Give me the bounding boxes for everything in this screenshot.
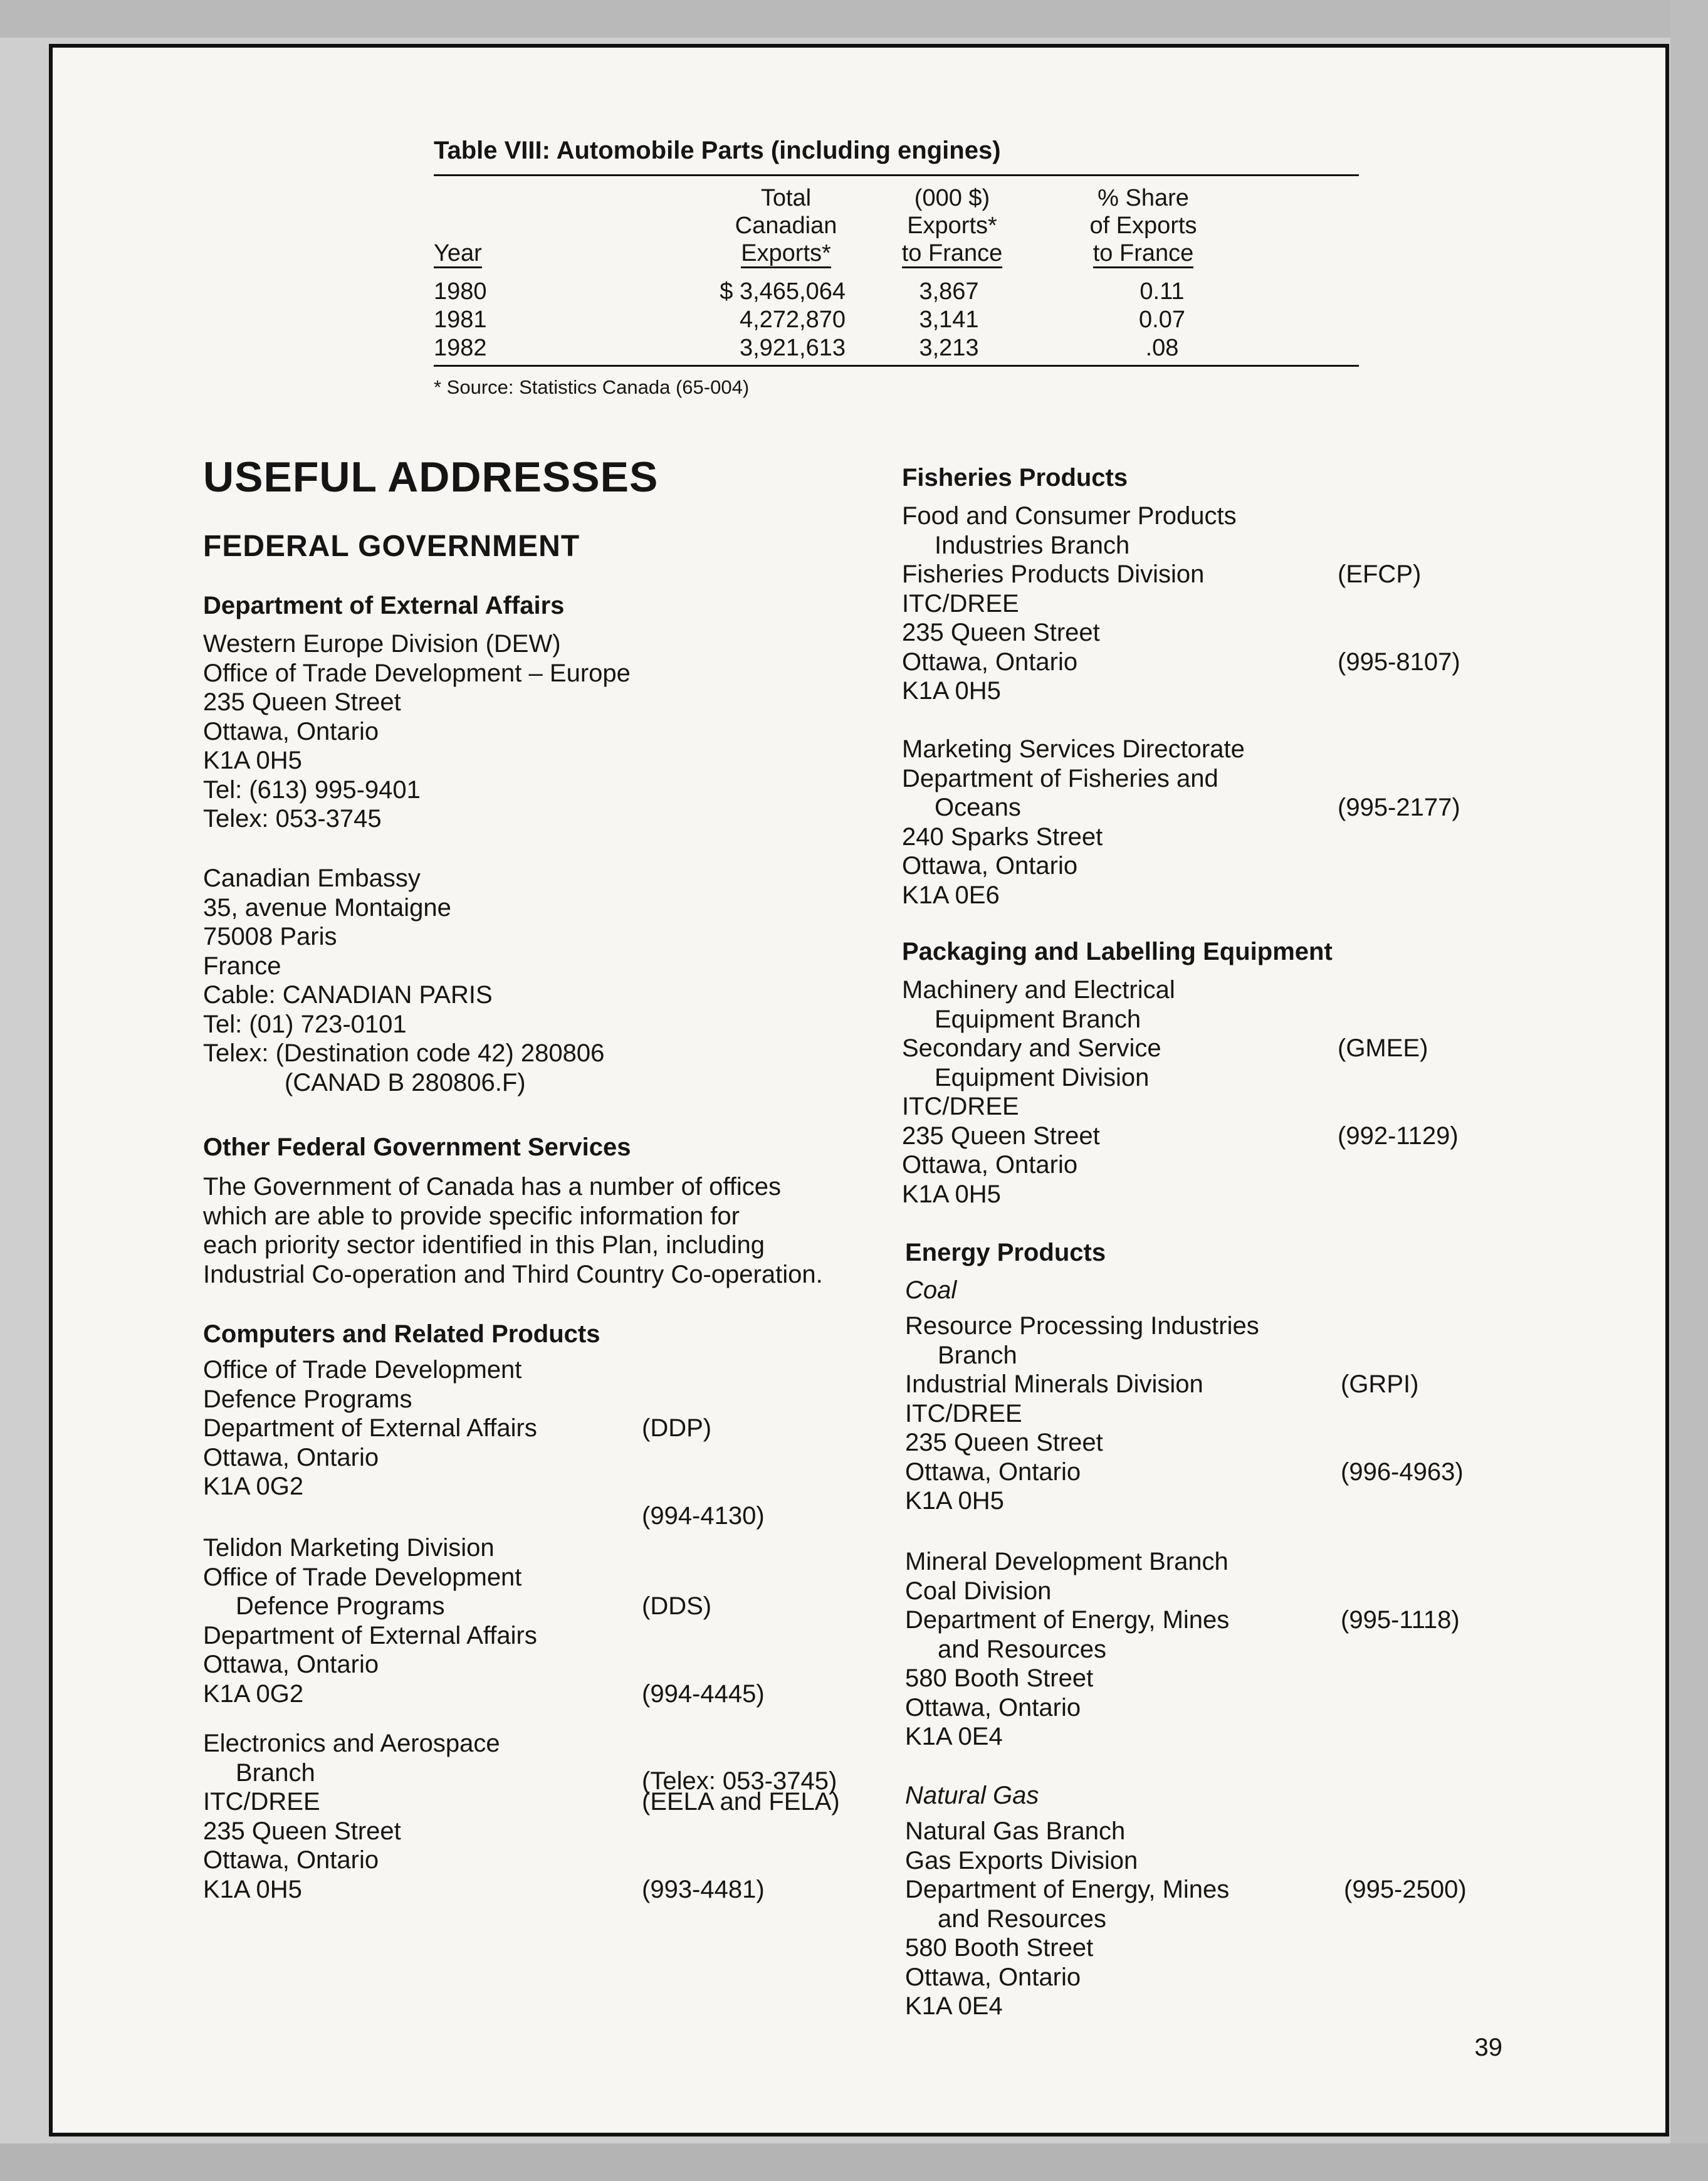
codes-mdb: (995-1118) [1341, 1606, 1460, 1634]
page-title: USEFUL ADDRESSES [203, 453, 659, 501]
table-title: Table VIII: Automobile Parts (including engines) [434, 137, 1001, 164]
address-mdb: Mineral Development Branch Coal Division Department of Energy, Mines and Resources 580 Booth Street Ottawa, Ontario K1A 0E4 [905, 1548, 1230, 1750]
table-row: 1980 1981 1982 [434, 278, 487, 361]
document-page [49, 44, 1669, 2136]
codes-dds: (DDS) (994-4445) (Telex: 053-3745) [642, 1592, 837, 1795]
heading-energy: Energy Products [905, 1239, 1106, 1266]
address-embassy: Canadian Embassy 35, avenue Montaigne 75008 Paris France Cable: CANADIAN PARIS Tel: (01) 723-0101 Telex: (Destination code 42) 280806 (CANAD B 280806.F) [203, 865, 605, 1096]
heading-other-services: Other Federal Government Services [203, 1133, 631, 1161]
header-year: Year [434, 239, 482, 267]
codes-grpi: (GRPI) (996-4963) [1341, 1370, 1464, 1486]
codes-eela: (EELA and FELA) (993-4481) [642, 1788, 840, 1903]
codes-msd: (995-2177) [1338, 794, 1460, 821]
section-heading-federal: FEDERAL GOVERNMENT [203, 530, 580, 563]
subheading-coal: Coal [905, 1276, 957, 1304]
page-number: 39 [1474, 2034, 1502, 2061]
address-ngb: Natural Gas Branch Gas Exports Division Department of Energy, Mines and Resources 580 Booth Street Ottawa, Ontario K1A 0E4 [905, 1817, 1230, 2020]
address-grpi: Resource Processing Industries Branch Industrial Minerals Division ITC/DREE 235 Queen Street Ottawa, Ontario K1A 0H5 [905, 1312, 1259, 1515]
codes-gmee: (GMEE) (992-1129) [1338, 1034, 1459, 1150]
header-share: % Share of Exports to France [1062, 184, 1225, 267]
codes-ngb: (995-2500) [1344, 1876, 1467, 1903]
heading-fisheries: Fisheries Products [902, 464, 1128, 491]
scan-border-top [0, 0, 1708, 38]
address-eela: Electronics and Aerospace Branch ITC/DREE 235 Queen Street Ottawa, Ontario K1A 0H5 [203, 1730, 500, 1903]
exports-france-column: 3,867 3,141 3,213 [919, 278, 979, 361]
header-exports-france: (000 $) Exports* to France [880, 184, 1024, 267]
heading-packaging: Packaging and Labelling Equipment [902, 938, 1333, 965]
scan-border-right [1670, 0, 1708, 2181]
address-efcp: Food and Consumer Products Industries Branch Fisheries Products Division ITC/DREE 235 Queen Street Ottawa, Ontario K1A 0H5 [902, 502, 1237, 705]
other-services-text: The Government of Canada has a number of offices which are able to provide specific information for each priority sector identified in this Plan, including Industrial Co-operation and Third Country Co-operation. [203, 1173, 823, 1288]
table-bottom-rule [434, 365, 1359, 367]
header-total: Total Canadian Exports* [705, 184, 867, 267]
address-gmee: Machinery and Electrical Equipment Branch Secondary and Service Equipment Division ITC/DREE 235 Queen Street Ottawa, Ontario K1A 0H5 [902, 976, 1175, 1208]
share-column: 0.11 0.07 .08 [1139, 278, 1185, 361]
scan-border-bottom [0, 2143, 1708, 2181]
total-exports-column: $ 3,465,064 4,272,870 3,921,613 [720, 278, 846, 361]
address-dds: Telidon Marketing Division Office of Trade Development Defence Programs Department of External Affairs Ottawa, Ontario K1A 0G2 [203, 1534, 537, 1708]
heading-external-affairs: Department of External Affairs [203, 592, 565, 619]
codes-efcp: (EFCP) (995-8107) [1338, 560, 1460, 676]
subheading-natural-gas: Natural Gas [905, 1782, 1039, 1809]
address-msd: Marketing Services Directorate Department of Fisheries and Oceans 240 Sparks Street Ottawa, Ontario K1A 0E6 [902, 735, 1245, 909]
codes-ddp: (DDP) (994-4130) [642, 1414, 765, 1530]
table-footnote: * Source: Statistics Canada (65-004) [434, 376, 750, 398]
table-top-rule [434, 174, 1359, 176]
heading-computers: Computers and Related Products [203, 1320, 600, 1348]
address-dew: Western Europe Division (DEW) Office of Trade Development – Europe 235 Queen Street Ottawa, Ontario K1A 0H5 Tel: (613) 995-9401 Telex: 053-3745 [203, 630, 631, 833]
address-ddp: Office of Trade Development Defence Programs Department of External Affairs Ottawa, Ontario K1A 0G2 [203, 1356, 537, 1500]
